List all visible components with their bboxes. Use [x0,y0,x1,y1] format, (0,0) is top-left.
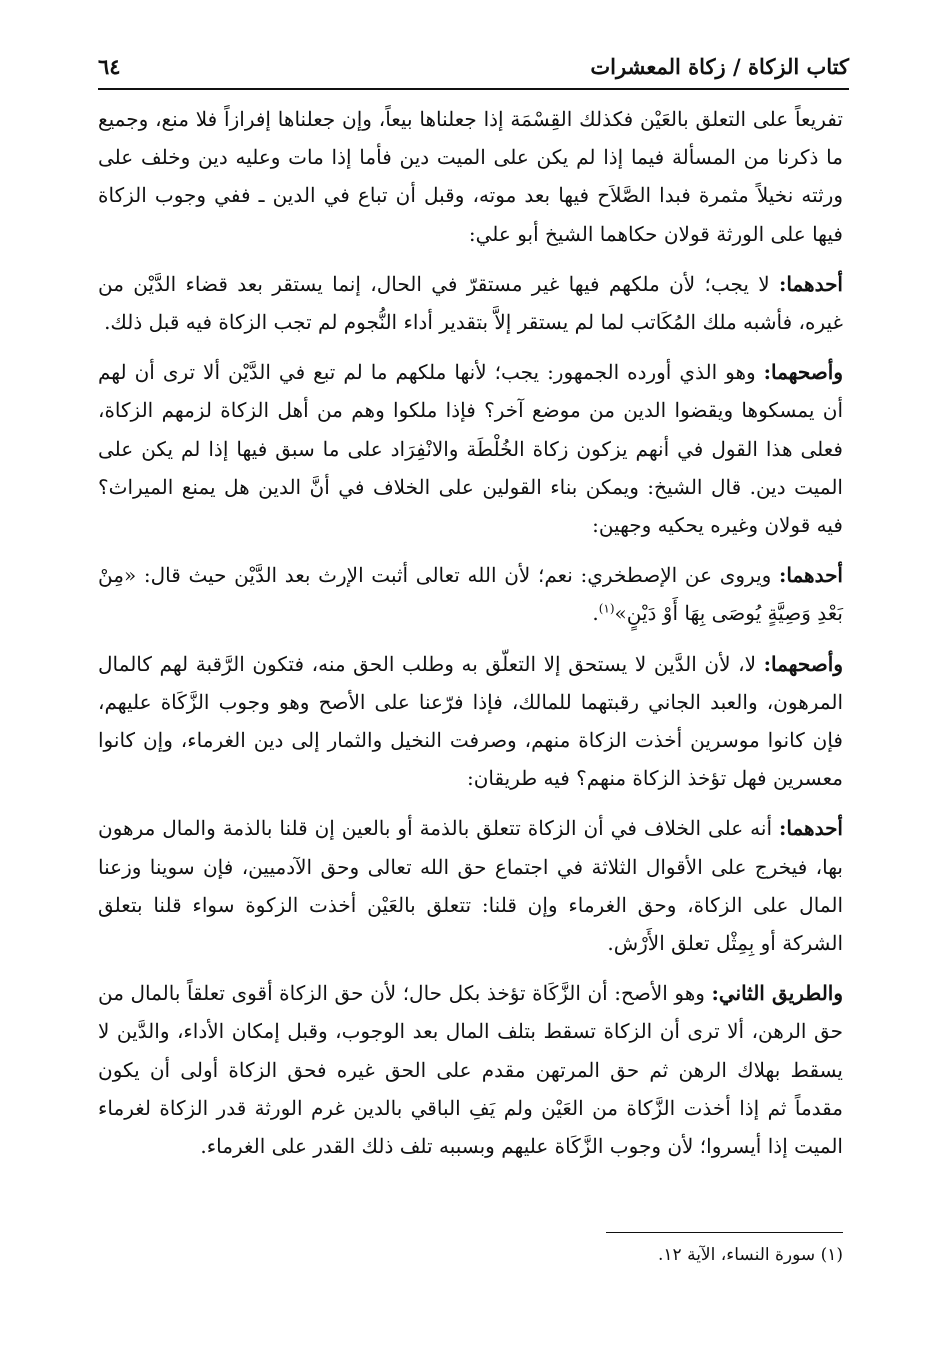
paragraph-tail: . [592,601,599,626]
paragraph-first-path [98,809,843,962]
paragraph-lead: وأصحهما: [763,651,843,676]
footnote-reference: (١) [598,601,615,616]
footnote [98,1240,843,1270]
paragraph-text: تفريعاً على التعلق بالعَيْن فكذلك القِسْمَة إذا جعلناها بيعاً، وإن جعلناها إفرازاً فلا منع، وجميع ما ذكرنا من المسألة فيما إذا لم يكن على الميت دين فأما إذا مات وعليه دين وخلف على ورثته نخيلاً مثمرة فبدا الصَّلاَح فيها بعد موته، وقبل أن تباع في الدين ـ ففي وجوب الزكاة فيها على الورثة قولان حكاهما الشيخ أبو علي: [98,107,843,246]
header-divider [98,88,849,90]
paragraph-intro [98,100,843,253]
running-title: كتاب الزكاة / زكاة المعشرات [590,53,849,79]
paragraph-text: ويروى عن الإصطخري: نعم؛ لأن الله تعالى أثبت الإرث بعد الدَّيْن حيث قال: «مِنْ بَعْدِ وَصِيَّةٍ يُوصَى بِهَا أَوْ دَيْنٍ» [98,563,843,626]
paragraph-istakhri [98,556,843,632]
paragraph-text: أنه على الخلاف في أن الزكاة تتعلق بالذمة أو بالعين إن قلنا بالذمة والمال مرهون بها، فيخرج على الأقوال الثلاثة في اجتماع حق الله تعالى وحق الآدميين، فإن سوينا وزعنا المال على الزكاة، وحق الغرماء وإن قلنا: تتعلق بالعَيْن أخذت الزكوة سواء قلنا بتعلق الشركة أو بِمِثْل تعلق الأَرْش. [98,816,843,956]
paragraph-correct-opinion [98,353,843,544]
paragraph-correct-second [98,645,843,798]
main-text [98,100,843,1177]
paragraph-lead: أحدهما: [778,563,843,588]
paragraph-first-opinion [98,265,843,341]
page-number: ٦٤ [98,53,121,79]
paragraph-lead: أحدهما: [778,271,843,296]
paragraph-second-path [98,974,843,1165]
footnote-divider [606,1232,843,1233]
footnote-text: سورة النساء، الآية ١٢. [658,1245,816,1265]
paragraph-text: لا يجب؛ لأن ملكهم فيها غير مستقرّ في الحال، إنما يستقر بعد قضاء الدَّيْن من غيره، فأشبه ملك المُكَاتب لما لم يستقر إلاَّ بتقدير أداء النُّجوم لم تجب الزكاة فيه قبل ذلك. [98,271,843,335]
paragraph-text: وهو الأصح: أن الزَّكَاة تؤخذ بكل حال؛ لأن حق الزكاة أقوى تعلقاً بالمال من حق الرهن، ألا ترى أن الزكاة تسقط بتلف المال بعد الوجوب، وقبل إمكان الأداء، والدَّين لا يسقط بهلاك الرهن ثم حق المرتهن مقدم على الحق غيره فحق الزكاة أولى أن يكون مقدماً ثم إذا أخذت الزَّكاة من العَيْن ولم يَفِ الباقي بالدين غرم الورثة قدر الزكاة لغرماء الميت إذا أيسروا؛ لأن وجوب الزَّكَاة عليهم وبسببه تلف ذلك القدر على الغرماء. [98,981,843,1159]
paragraph-lead: والطريق الثاني: [711,981,844,1006]
paragraph-lead: أحدهما: [778,816,843,841]
paragraph-text: لا، لأن الدَّين لا يستحق إلا التعلّق به وطلب الحق منه، فتكون الرَّقبة لهم كالمال المرهون، والعبد الجاني رقبتهما للمالك، فإذا فرّعنا على الأصح وهو وجوب الزَّكَاة عليهم، فإن كانوا موسرين أخذت الزكاة منهم، وصرفت النخيل والثمار إلى دين الغرماء، وإن كانوا معسرين فهل تؤخذ الزكاة منهم؟ فيه طريقان: [98,651,843,791]
paragraph-lead: وأصحهما: [763,360,843,385]
paragraph-text: وهو الذي أورده الجمهور: يجب؛ لأنها ملكهم ما لم تبع في الدَّيْن ألا ترى أن لهم أن يمسكوها ويقضوا الدين من موضع آخر؟ فإذا ملكوا وهم من أهل الزكاة لزمهم الزكاة، فعلى هذا القول في أنهم يزكون زكاة الخُلْطَة والانْفِرَاد على ما سبق فيها إذا لم يكن على الميت دين. قال الشيخ: ويمكن بناء القولين على الخلاف في أنَّ الدين هل يمنع الميراث؟ فيه قولان وغيره يحكيه وجهين: [98,360,843,538]
page-header [98,46,849,86]
footnote-number: (١) [820,1245,843,1265]
